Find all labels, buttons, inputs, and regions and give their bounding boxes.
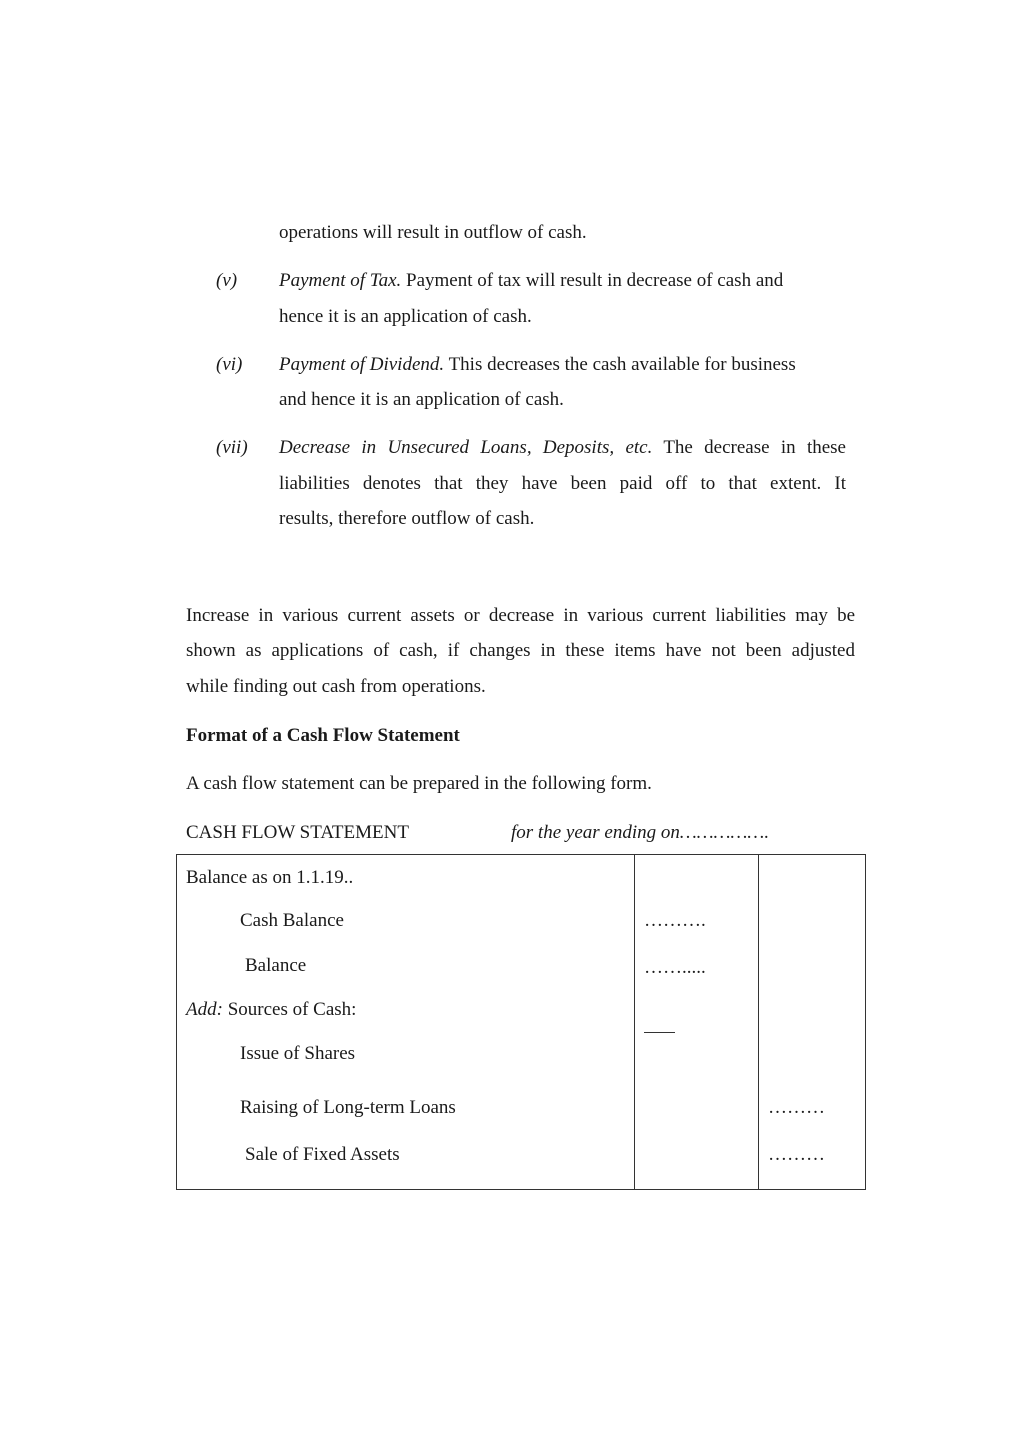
row-balance: Balance (245, 955, 307, 976)
item-vi-line-1 (279, 354, 796, 376)
paragraph-line-1: Increase in various current assets or decrease in various current liabilities may be (186, 605, 855, 626)
format-heading: Format of a Cash Flow Statement (186, 725, 460, 746)
item-vii-line-3: results, therefore outflow of cash. (279, 508, 535, 529)
table-column-divider-2 (758, 855, 759, 1189)
item-v-line-2: hence it is an application of cash. (279, 306, 532, 327)
item-vii-line-2: liabilities denotes that they have been paid off to that extent. It (279, 473, 846, 494)
cash-balance-amount: ………. (644, 910, 706, 931)
cash-flow-table (176, 854, 866, 1190)
item-vii-line-1 (279, 437, 846, 459)
row-balance-as-on: Balance as on 1.1.19.. (186, 867, 354, 888)
item-v-text: Payment of tax will result in decrease of cash and (401, 270, 784, 291)
item-number-vi: (vi) (216, 354, 243, 375)
add-label: Add: (186, 999, 223, 1020)
row-add-sources (186, 999, 356, 1021)
balance-amount: ……..... (644, 957, 706, 978)
sale-fixed-assets-amount: ……… (768, 1144, 825, 1165)
row-sale-fixed-assets: Sale of Fixed Assets (245, 1144, 400, 1165)
table-column-divider-1 (634, 855, 635, 1189)
item-vii-title: Decrease in Unsecured Loans, Deposits, etc. (279, 437, 653, 458)
item-vi-line-2: and hence it is an application of cash. (279, 389, 564, 410)
item-v-line-1 (279, 270, 783, 292)
row-cash-balance: Cash Balance (240, 910, 344, 931)
statement-title: CASH FLOW STATEMENT (186, 822, 409, 843)
intro-line: A cash flow statement can be prepared in the following form. (186, 773, 652, 794)
paragraph-line-3: while finding out cash from operations. (186, 676, 486, 697)
raising-loans-amount: ……… (768, 1097, 825, 1118)
paragraph-line-2: shown as applications of cash, if changes in these items have not been adjusted (186, 640, 855, 661)
item-number-vii: (vii) (216, 437, 248, 458)
item-v-title: Payment of Tax. (279, 270, 402, 291)
sources-of-cash-label: Sources of Cash: (222, 999, 357, 1020)
row-issue-of-shares: Issue of Shares (240, 1043, 356, 1064)
row-raising-loans: Raising of Long-term Loans (240, 1097, 456, 1118)
subtotal-rule (644, 1032, 675, 1033)
item-number-v: (v) (216, 270, 238, 291)
statement-period: for the year ending on……………. (511, 822, 770, 843)
item-vi-text: This decreases the cash available for business (444, 354, 796, 375)
continuation-text: operations will result in outflow of cash. (279, 222, 587, 243)
item-vi-title: Payment of Dividend. (279, 354, 445, 375)
item-vii-text: The decrease in these (652, 437, 846, 458)
